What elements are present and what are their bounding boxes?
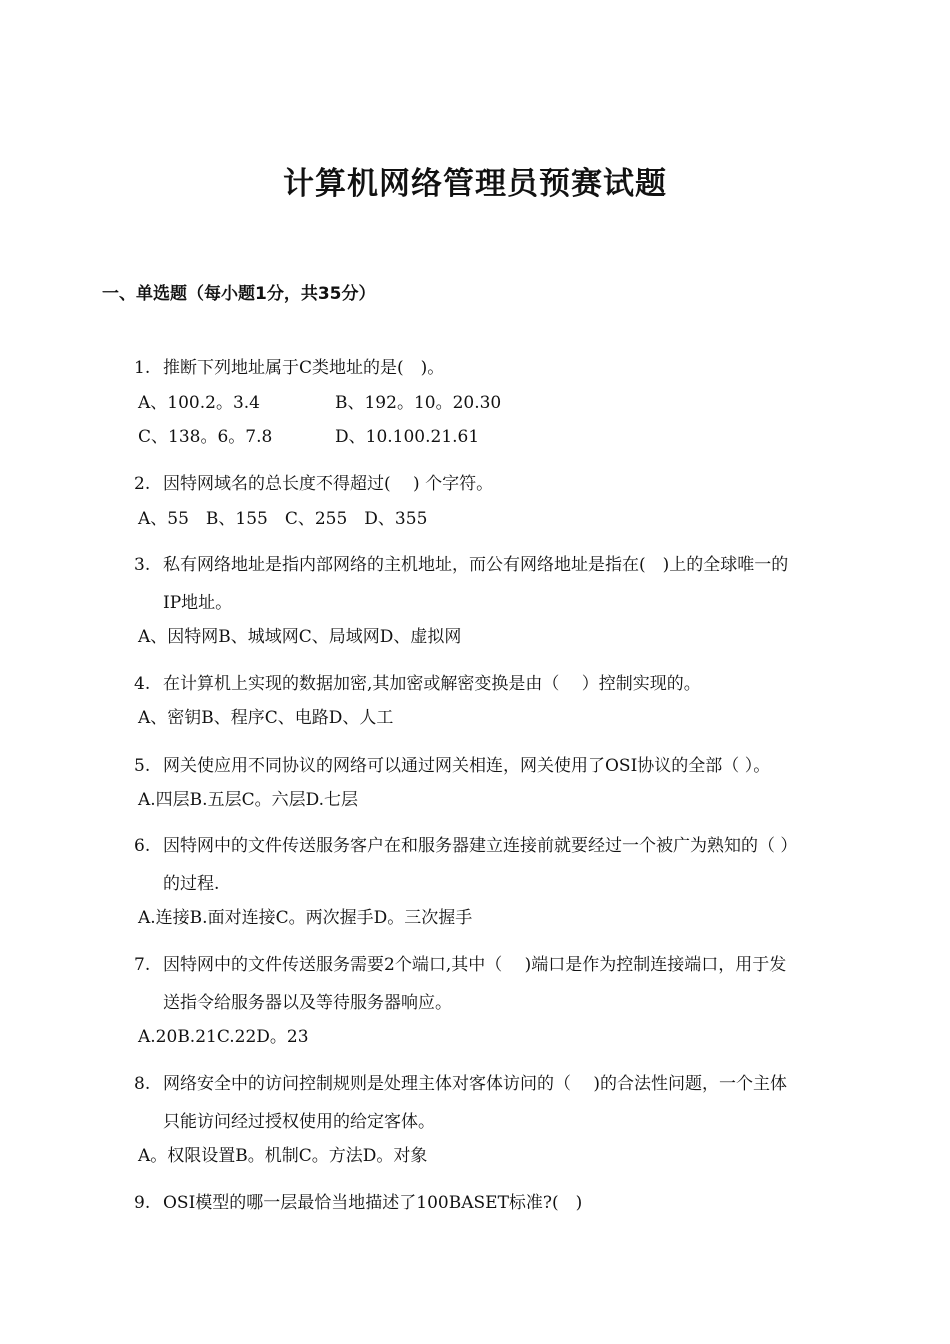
answer-options: A.连接B.面对连接C。两次握手D。三次握手 bbox=[138, 908, 473, 928]
answer-options: A.20B.21C.22D。23 bbox=[138, 1027, 309, 1047]
question-number: 4. bbox=[134, 674, 151, 694]
question-text: 私有网络地址是指内部网络的主机地址，而公有网络地址是指在( )上的全球唯一的 bbox=[163, 555, 789, 575]
question-text: 网关使应用不同协议的网络可以通过网关相连，网关使用了OSI协议的全部（ ）。 bbox=[163, 756, 771, 776]
question-number: 8. bbox=[134, 1074, 151, 1094]
question-text: 因特网中的文件传送服务需要2个端口,其中（ )端口是作为控制连接端口，用于发 bbox=[163, 955, 787, 975]
question-number: 9. bbox=[134, 1193, 151, 1213]
question-text-continued: 的过程. bbox=[163, 874, 220, 894]
answer-options: A。权限设置B。机制C。方法D。对象 bbox=[138, 1146, 428, 1166]
question-text-continued: IP地址。 bbox=[163, 593, 233, 613]
question-number: 5. bbox=[134, 756, 151, 776]
answer-options: A、密钥B、程序C、电路D、人工 bbox=[138, 708, 394, 728]
question-text: 推断下列地址属于C类地址的是( )。 bbox=[163, 358, 445, 378]
question-number: 7. bbox=[134, 955, 151, 975]
page-title: 计算机网络管理员预赛试题 bbox=[283, 166, 667, 202]
question-number: 1. bbox=[134, 358, 151, 378]
question-text: 因特网中的文件传送服务客户在和服务器建立连接前就要经过一个被广为熟知的（ ） bbox=[163, 836, 798, 856]
answer-options: A、因特网B、城域网C、局域网D、虚拟网 bbox=[138, 627, 462, 647]
question-number: 2. bbox=[134, 474, 151, 494]
question-text: 在计算机上实现的数据加密,其加密或解密变换是由（ ）控制实现的。 bbox=[163, 674, 701, 694]
section-heading: 一、单选题（每小题1分，共35分） bbox=[102, 284, 376, 304]
question-text-continued: 只能访问经过授权使用的给定客体。 bbox=[163, 1112, 435, 1132]
answer-option: C、138。6。7.8 bbox=[138, 427, 273, 447]
answer-option: A、100.2。3.4 bbox=[138, 393, 260, 413]
question-number: 6. bbox=[134, 836, 151, 856]
question-number: 3. bbox=[134, 555, 151, 575]
answer-options: A.四层B.五层C。六层D.七层 bbox=[138, 790, 359, 810]
question-text: OSI模型的哪一层最恰当地描述了100BASET标准?( ) bbox=[163, 1193, 583, 1213]
answer-options: A、55 B、155 C、255 D、355 bbox=[138, 509, 428, 529]
question-text: 网络安全中的访问控制规则是处理主体对客体访问的（ )的合法性问题，一个主体 bbox=[163, 1074, 788, 1094]
question-text: 因特网域名的总长度不得超过( ) 个字符。 bbox=[163, 474, 494, 494]
answer-option: B、192。10。20.30 bbox=[335, 393, 502, 413]
question-text-continued: 送指令给服务器以及等待服务器响应。 bbox=[163, 993, 452, 1013]
answer-option: D、10.100.21.61 bbox=[335, 427, 480, 447]
